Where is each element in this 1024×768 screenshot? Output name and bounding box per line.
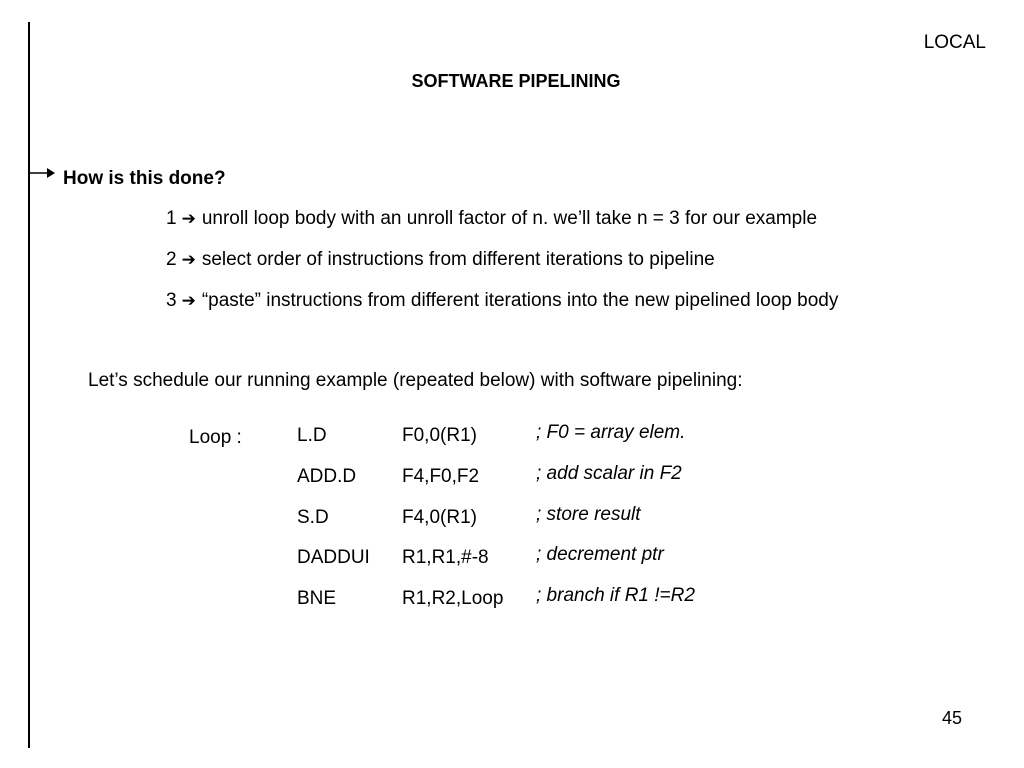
step-item-3 <box>166 290 838 312</box>
page-number: 45 <box>941 708 962 728</box>
step-arrow-icon: ➔ <box>181 209 196 228</box>
step-number: 3 <box>166 290 177 311</box>
step-text: select order of instructions from different iterations to pipeline <box>201 249 715 270</box>
code-line <box>0 544 1024 577</box>
code-comment: ; store result <box>536 504 641 525</box>
step-item-2 <box>166 249 715 271</box>
code-line <box>0 585 1024 618</box>
code-comment: ; decrement ptr <box>536 544 664 565</box>
step-arrow-icon: ➔ <box>181 291 196 310</box>
opcode: BNE <box>297 588 337 609</box>
step-arrow-icon: ➔ <box>181 250 196 269</box>
right-arrow-icon <box>30 166 56 180</box>
opcode: DADDUI <box>297 547 370 568</box>
slide-title: SOFTWARE PIPELINING <box>411 71 621 91</box>
code-comment: ; F0 = array elem. <box>536 422 686 443</box>
loop-label: Loop : <box>189 427 242 448</box>
question-heading: How is this done? <box>63 168 226 189</box>
step-text: “paste” instructions from different iterations into the new pipelined loop body <box>201 290 839 311</box>
operands: F4,0(R1) <box>402 507 477 528</box>
opcode: L.D <box>297 425 327 446</box>
code-comment: ; add scalar in F2 <box>536 463 682 484</box>
code-line <box>0 504 1024 537</box>
step-number: 1 <box>166 208 177 229</box>
code-line <box>0 422 1024 455</box>
opcode: ADD.D <box>297 466 357 487</box>
step-item-1 <box>166 208 817 230</box>
operands: F0,0(R1) <box>402 425 477 446</box>
step-text: unroll loop body with an unroll factor of n. we’ll take n = 3 for our example <box>201 208 818 229</box>
operands: F4,F0,F2 <box>402 466 480 487</box>
operands: R1,R2,Loop <box>402 588 504 609</box>
opcode: S.D <box>297 507 329 528</box>
left-margin-rule <box>28 22 30 748</box>
corner-label: LOCAL <box>923 32 986 53</box>
operands: R1,R1,#-8 <box>402 547 489 568</box>
step-number: 2 <box>166 249 177 270</box>
intro-text: Let’s schedule our running example (repeated below) with software pipelining: <box>88 370 743 391</box>
code-comment: ; branch if R1 !=R2 <box>536 585 695 606</box>
code-line <box>0 463 1024 496</box>
